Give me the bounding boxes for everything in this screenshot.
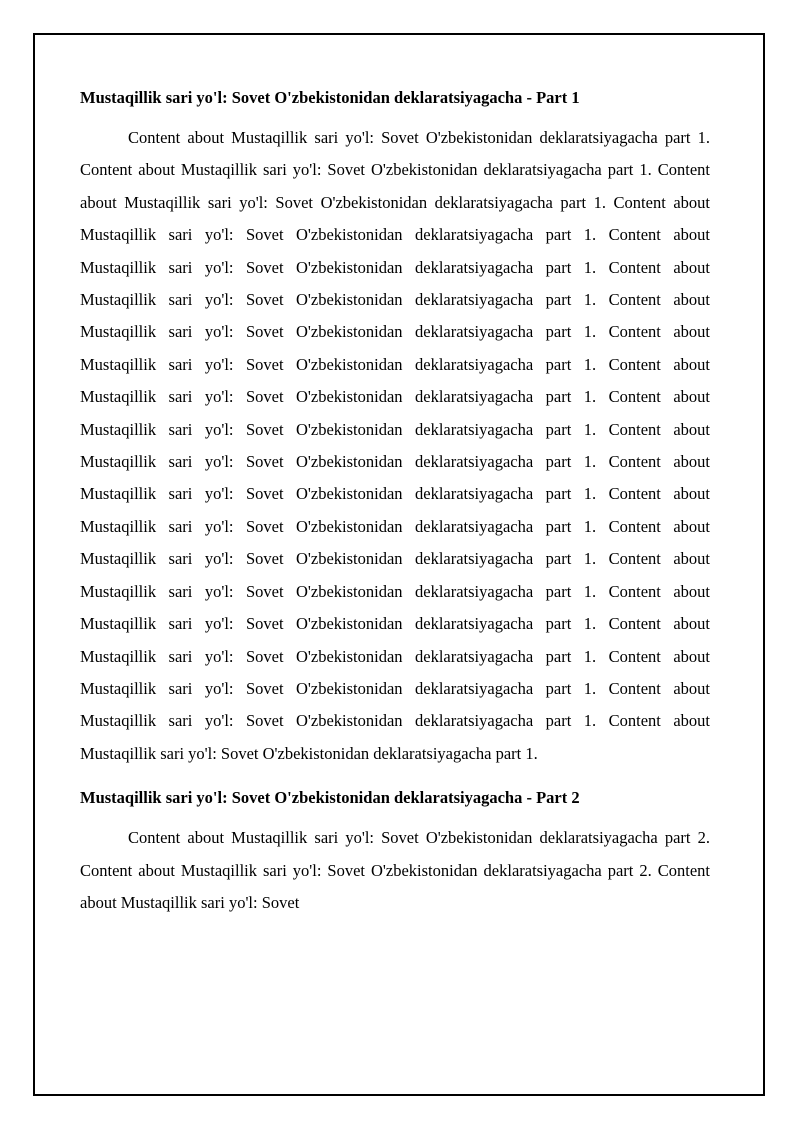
section-body: Content about Mustaqillik sari yo'l: Sovet O'zbekistonidan deklaratsiyagacha part 1. Content about Mustaqillik sari yo'l: Sovet O'zbekistonidan deklaratsiyagacha part 1. Content about Mustaqillik sari yo'l: Sovet O'zbekistonidan deklaratsiyagacha part 1. Content about Mustaqillik sari yo'l: Sovet O'zbekistonidan deklaratsiyagacha part 1. Content about Mustaqillik sari yo'l: Sovet O'zbekistonidan deklaratsiyagacha part 1. Content about Mustaqillik sari yo'l: Sovet O'zbekistonidan deklaratsiyagacha part 1. Content about Mustaqillik sari yo'l: Sovet O'zbekistonidan deklaratsiyagacha part 1. Content about Mustaqillik sari yo'l: Sovet O'zbekistonidan deklaratsiyagacha part 1. Content about Mustaqillik sari yo'l: Sovet O'zbekistonidan deklaratsiyagacha part 1. Content about Mustaqillik sari yo'l: Sovet O'zbekistonidan deklaratsiyagacha part 1. Content about Mustaqillik sari yo'l: Sovet O'zbekistonidan deklaratsiyagacha part 1. Content about Mustaqillik sari yo'l: Sovet O'zbekistonidan deklaratsiyagacha part 1. Content about Mustaqillik sari yo'l: Sovet O'zbekistonidan deklaratsiyagacha part 1. Content about Mustaqillik sari yo'l: Sovet O'zbekistonidan deklaratsiyagacha part 1. Content about Mustaqillik sari yo'l: Sovet O'zbekistonidan deklaratsiyagacha part 1. Content about Mustaqillik sari yo'l: Sovet O'zbekistonidan deklaratsiyagacha part 1. Content about Mustaqillik sari yo'l: Sovet O'zbekistonidan deklaratsiyagacha part 1. Content about Mustaqillik sari yo'l: Sovet O'zbekistonidan deklaratsiyagacha part 1. Content about Mustaqillik sari yo'l: Sovet O'zbekistonidan deklaratsiyagacha part 1. Content about Mustaqillik sari yo'l: Sovet O'zbekistonidan deklaratsiyagacha part 1. [80, 128, 710, 763]
section-heading: Mustaqillik sari yo'l: Sovet O'zbekistonidan deklaratsiyagacha - Part 2 [80, 788, 580, 808]
section-heading: Mustaqillik sari yo'l: Sovet O'zbekistonidan deklaratsiyagacha - Part 1 [80, 88, 580, 107]
section-body: Content about Mustaqillik sari yo'l: Sovet O'zbekistonidan deklaratsiyagacha part 2. Content about Mustaqillik sari yo'l: Sovet O'zbekistonidan deklaratsiyagacha part 2. Content about Mustaqillik sari yo'l: Sovet [80, 828, 710, 912]
document-content [80, 86, 710, 935]
section-part-1 [80, 86, 710, 770]
section-part-2 [80, 786, 710, 919]
